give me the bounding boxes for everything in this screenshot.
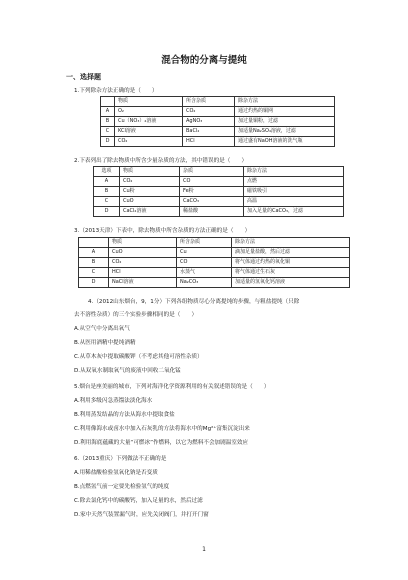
table-cell: 加适量的氢氧化钙溶液	[232, 278, 350, 288]
table-cell: CO₂	[115, 137, 183, 147]
table-row	[79, 258, 350, 268]
table-cell: NaCl溶液	[109, 278, 177, 288]
table-cell: CaCO₃	[180, 197, 244, 207]
table-header-cell: 物质	[120, 167, 180, 177]
q6-option-d: D.家中天然气装置漏气时，应先关闭阀门，并打开门窗	[74, 512, 209, 518]
question-4-line-2: 去不溶性杂质）的三个实验步骤相同的是（ ）	[74, 312, 198, 318]
table-cell: Cu	[177, 248, 232, 258]
table-cell: CaCl₂溶液	[120, 207, 180, 217]
table-row	[94, 207, 344, 217]
table-header-cell	[101, 97, 115, 107]
table-header-row	[94, 167, 344, 177]
q4-option-d: D.从双氧水制取氧气的废液中回收二氧化锰	[74, 368, 181, 374]
table-header-cell: 所含杂质	[183, 97, 235, 107]
table-row	[79, 248, 350, 258]
table-cell: 通过灼热的铜网	[235, 107, 335, 117]
table-cell: Cu（NO₃）₂溶液	[115, 117, 183, 127]
question-4-line-1: 4.（2012山东烟台，9，1分）下列各组物质尽心分离提纯的步骤，与粗盐提纯（只除	[88, 299, 300, 305]
table-cell: CO	[180, 177, 244, 187]
table-cell: CO	[177, 258, 232, 268]
table-cell: 滴加足量盐酸，然后过滤	[232, 248, 350, 258]
table-cell: 稀盐酸	[180, 207, 244, 217]
question-5: 5.烟台是座美丽的城市，下列对海洋化学资源利用的有关叙述错误的是（ ）	[74, 384, 270, 390]
table-cell: 点燃	[244, 177, 344, 187]
table-row	[94, 177, 344, 187]
q5-option-a: A.利用多级闪急蒸馏法淡化海水	[74, 398, 153, 404]
table-row	[101, 107, 335, 117]
table-cell: A	[101, 107, 115, 117]
table-cell: CO₂	[109, 258, 177, 268]
table-cell: Cu粉	[120, 187, 180, 197]
table-header-cell: 选项	[94, 167, 120, 177]
section-heading: 一、选择题	[66, 73, 101, 81]
table-cell: 磁铁吸引	[244, 187, 344, 197]
table-cell: A	[94, 177, 120, 187]
table-cell: Fe粉	[180, 187, 244, 197]
table-cell: 加过量铜粉，过滤	[235, 117, 335, 127]
q6-option-a: A.用稀盐酸检验氢氧化钠是否变质	[74, 470, 158, 476]
table-cell: B	[79, 258, 109, 268]
table-cell: C	[79, 268, 109, 278]
table-cell: HCl	[109, 268, 177, 278]
q6-option-c: C.除去氯化钙中的碳酸钙，加入足量的水，然后过滤	[74, 498, 203, 504]
table-row	[101, 127, 335, 137]
q4-option-a: A.从空气中分离出氧气	[74, 326, 130, 332]
table-cell: C	[101, 127, 115, 137]
table-header-cell	[79, 238, 109, 248]
table-cell: D	[101, 137, 115, 147]
table-cell: 水蒸气	[177, 268, 232, 278]
q5-option-b: B.利用蒸发结晶的方法从海水中提取食盐	[74, 412, 175, 418]
table-cell: B	[94, 187, 120, 197]
table-row	[79, 268, 350, 278]
page-title: 混合物的分离与提纯	[161, 55, 247, 66]
table-header-cell: 所含杂质	[177, 238, 232, 248]
table-cell: A	[79, 248, 109, 258]
table-cell: HCl	[183, 137, 235, 147]
table-cell: D	[94, 207, 120, 217]
table-cell: 加入足量的CaCO₃，过滤	[244, 207, 344, 217]
question-3: 3.（2013天津）下表中，除去物质中所含杂质的方法正确的是（ ）	[74, 228, 251, 234]
table-row	[101, 137, 335, 147]
table-1	[100, 96, 335, 147]
table-cell: CuO	[120, 197, 180, 207]
question-2: 2.下表列出了除去物质中所含少量杂质的方法，其中错误的是（ ）	[74, 158, 248, 164]
q4-option-b: B.从医用酒精中提纯酒精	[74, 340, 136, 346]
table-cell: D	[79, 278, 109, 288]
table-header-row	[101, 97, 335, 107]
table-cell: 将气体通过生石灰	[232, 268, 350, 278]
table-cell: 通过盛有NaOH溶液的洗气瓶	[235, 137, 335, 147]
table-cell: BaCl₂	[183, 127, 235, 137]
table-2	[93, 166, 344, 217]
table-header-cell: 除杂方法	[235, 97, 335, 107]
table-header-cell: 物质	[109, 238, 177, 248]
table-cell: KCl溶液	[115, 127, 183, 137]
table-cell: 高温	[244, 197, 344, 207]
page-number: 1	[202, 546, 206, 553]
table-row	[79, 278, 350, 288]
table-3	[78, 237, 350, 288]
table-row	[101, 117, 335, 127]
q5-option-c: C.利用像海水或卤水中加入石灰乳的方法将海水中的Mg²⁺富集沉淀出来	[74, 426, 250, 432]
q5-option-d: D.利用海底蕴藏的大量“可燃冰”作燃料，以它为燃料不会加剧温室效应	[74, 440, 249, 446]
question-1: 1.下列除杂方法正确的是（ ）	[74, 88, 158, 94]
table-header-cell: 除杂方法	[232, 238, 350, 248]
q6-option-b: B.点燃氢气前一定要先检验氢气的纯度	[74, 484, 170, 490]
table-cell: B	[101, 117, 115, 127]
q4-option-c: C.从草木灰中提取碳酸钾（不考虑其他可溶性杂质）	[74, 354, 203, 360]
table-row	[94, 187, 344, 197]
table-row	[94, 197, 344, 207]
table-cell: CO₂	[120, 177, 180, 187]
table-cell: 将气体通过灼热的氧化铜	[232, 258, 350, 268]
question-6: 6.（2013重庆）下列做法不正确的是	[74, 456, 167, 462]
table-cell: CuO	[109, 248, 177, 258]
table-cell: Na₂CO₃	[177, 278, 232, 288]
table-header-row	[79, 238, 350, 248]
table-cell: O₂	[115, 107, 183, 117]
table-cell: 加适量Na₂SO₄溶液，过滤	[235, 127, 335, 137]
table-cell: AgNO₃	[183, 117, 235, 127]
table-header-cell: 除杂方法	[244, 167, 344, 177]
table-header-cell: 杂质	[180, 167, 244, 177]
table-cell: CO₂	[183, 107, 235, 117]
table-cell: C	[94, 197, 120, 207]
table-header-cell: 物质	[115, 97, 183, 107]
